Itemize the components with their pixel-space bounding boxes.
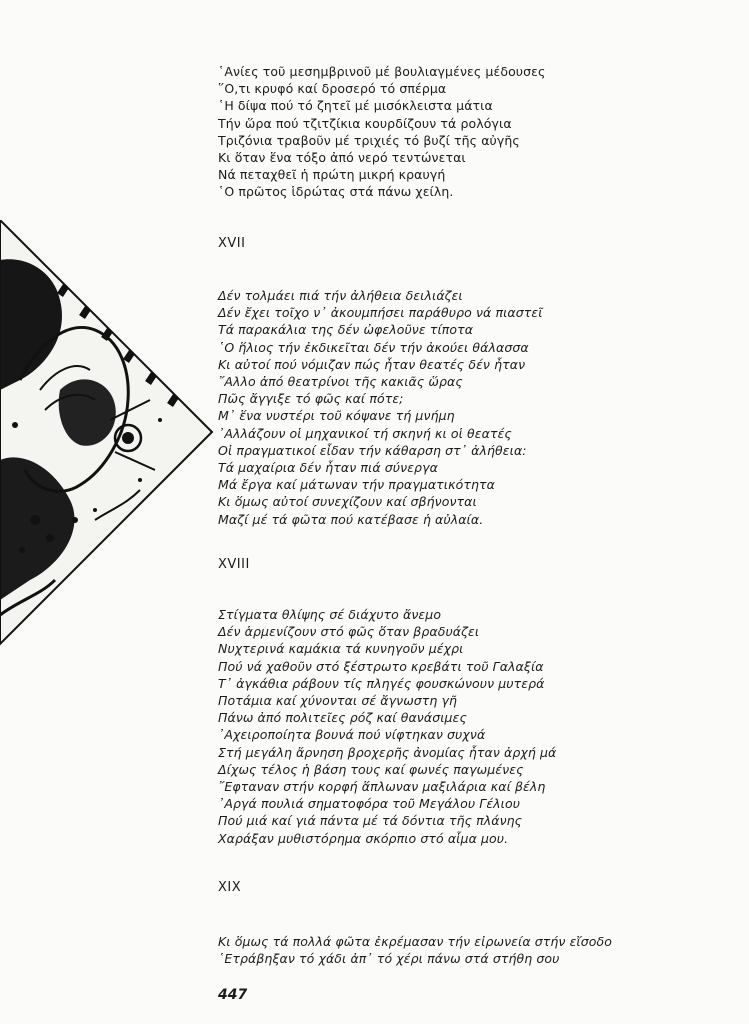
poem-line: Κι αὐτοί πού νόμιζαν πώς ἦταν θεατές δέν ἦταν [218, 356, 526, 372]
poem-line: Στή μεγάλη ἄρνηση βροχερῆς ἀνομίας ἦταν ἀρχή μά [218, 744, 557, 760]
poem-line: Τριζόνια τραβοῦν μέ τριχιές τό βυζί τῆς αὐγῆς [218, 132, 520, 148]
poem-line: Τ᾿ ἀγκάθια ράβουν τίς πληγές φουσκώνουν μυτερά [218, 675, 545, 691]
poem-line: Δίχως τέλος ἡ βάση τους καί φωνές παγωμένες [218, 761, 524, 777]
poem-line: Νά πεταχθεῖ ἡ πρώτη μικρή κραυγή [218, 167, 446, 183]
poem-line: Τά παρακάλια της δέν ὠφελοῦνε τίποτα [218, 322, 474, 338]
stanza-1 [218, 63, 545, 201]
page-number: 447 [218, 987, 248, 1003]
poem-line: Ποτάμια καί χύνονται σέ ἄγνωστη γῆ [218, 693, 458, 709]
poem-line: Δέν ἔχει τοῖχο ν᾿ ἀκουμπήσει παράθυρο νά πιαστεῖ [218, 305, 543, 321]
diamond-ink-drawing-icon [0, 220, 215, 650]
section-heading-xix: XIX [218, 880, 242, 895]
poem-line: Οἱ πραγματικοί εἶδαν τήν κάθαρση στ᾿ ἀλήθεια: [218, 442, 527, 458]
poem-line: ᾿Αλλάζουν οἱ μηχανικοί τή σκηνή κι οἱ θεατές [218, 425, 512, 441]
section-heading-xvii: XVII [218, 236, 246, 251]
poem-line: Κι ὅμως αὐτοί συνεχίζουν καί σβήνονται [218, 494, 477, 510]
poem-line: Δέν ἁρμενίζουν στό φῶς ὅταν βραδυάζει [218, 624, 480, 640]
poem-line: ᾿Αργά πουλιά σηματοφόρα τοῦ Μεγάλου Γέλιου [218, 796, 521, 812]
poem-line: Κι ὅμως τά πολλά φῶτα ἐκρέμασαν τήν εἰρωνεία στήν εἴσοδο [218, 934, 613, 949]
poem-line: Χαράξαν μυθιστόρημα σκόρπιο στό αἷμα μου. [218, 830, 509, 846]
poem-line: Κι ὅταν ἕνα τόξο ἀπό νερό τεντώνεται [218, 150, 466, 166]
poem-line: Τά μαχαίρια δέν ἦταν πιά σύνεργα [218, 460, 438, 476]
poem-line: ᾿Αχειροποίητα βουνά πού νίφτηκαν συχνά [218, 727, 486, 743]
stanza-3 [218, 606, 556, 847]
poem-line: Μ᾿ ἕνα νυστέρι τοῦ κόψανε τή μνήμη [218, 408, 455, 424]
section-heading-xviii: XVIII [218, 557, 250, 572]
poem-line: ῾Ανίες τοῦ μεσημβρινοῦ μέ βουλιαγμένες μέδουσες [218, 64, 546, 79]
poem-line: Μαζί μέ τά φῶτα πού κατέβασε ἡ αὐλαία. [218, 511, 484, 527]
poem-line: ῞Ο,τι κρυφό καί δροσερό τό σπέρμα [218, 81, 447, 97]
poem-line: ῾Ετράβηξαν τό χάδι ἀπ᾿ τό χέρι πάνω στά στήθη σου [218, 951, 560, 967]
poem-line: Τήν ὥρα πού τζιτζίκια κουρδίζουν τά ρολόγια [218, 115, 512, 131]
poem-line: Μά ἔργα καί μάτωναν τήν πραγματικότητα [218, 477, 495, 493]
poem-line: ῾Ο ἥλιος τήν ἐκδικεῖται δέν τήν ἀκούει θάλασσα [218, 339, 529, 355]
poem-line: Πού μιά καί γιά πάντα μέ τά δόντια τῆς πλάνης [218, 813, 523, 829]
poem-line: ῎Εφταναν στήν κορφή ἅπλωναν μαξιλάρια καί βέλη [218, 779, 546, 795]
poem-line: Νυχτερινά καμάκια τά κυνηγοῦν μέχρι [218, 641, 464, 657]
poem-line: ῾Η δίψα πού τό ζητεῖ μέ μισόκλειστα μάτια [218, 98, 493, 114]
poem-line: ῾Ο πρῶτος ἱδρώτας στά πάνω χείλη. [218, 184, 454, 200]
poem-line: ῎Αλλο ἀπό θεατρίνοι τῆς κακιᾶς ὥρας [218, 374, 463, 390]
poem-line: Πάνω ἀπό πολιτεῖες ρόζ καί θανάσιμες [218, 710, 467, 726]
stanza-2 [218, 287, 543, 528]
poem-line: Πού νά χαθοῦν στό ξέστρωτο κρεβάτι τοῦ Γαλαξία [218, 658, 544, 674]
poem-line: Δέν τολμάει πιά τήν ἀλήθεια δειλιάζει [218, 288, 463, 303]
poem-line: Στίγματα θλίψης σέ διάχυτο ἄνεμο [218, 607, 442, 622]
stanza-4 [218, 933, 612, 967]
poem-line: Πῶς ἄγγιξε τό φῶς καί πότε; [218, 391, 404, 407]
